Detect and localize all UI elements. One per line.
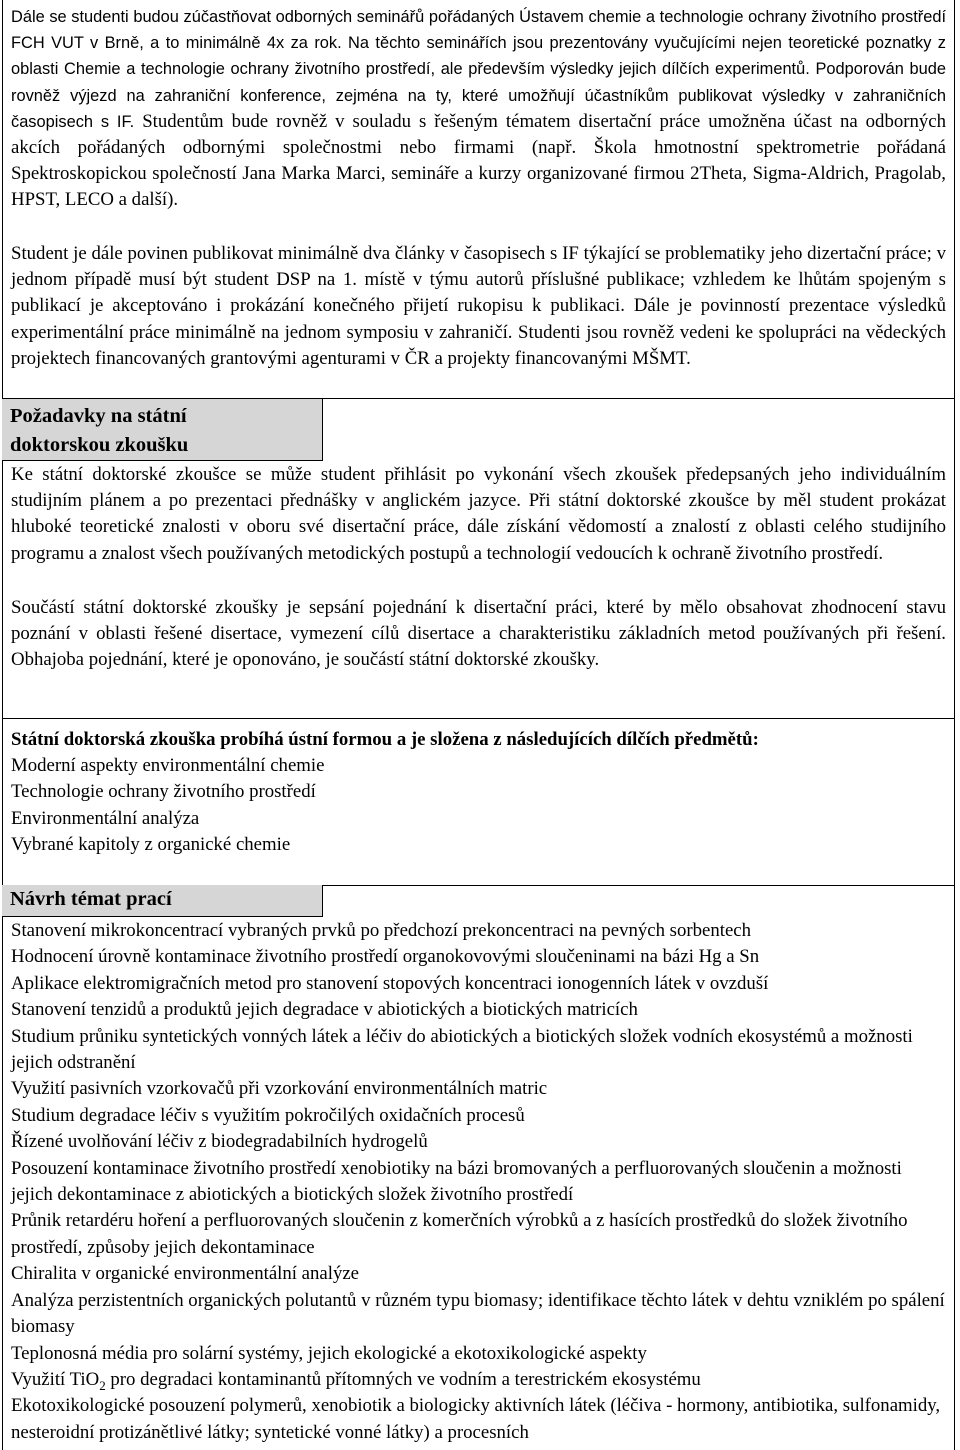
topic-item-tio2: [11, 1367, 948, 1393]
exam-paragraph-2: Součástí státní doktorské zkoušky je sepsání pojednání k disertační práci, které by mělo obsahovat zhodnocení stavu poznání v oblasti řešené disertace, vymezení cílů disertace a charakteristiku základních metod používaných při řešení. Obhajoba pojednání, které je oponováno, je součástí státní doktorské zkoušky.: [11, 597, 946, 671]
exam-heading: [2, 399, 323, 461]
subject-item: Vybrané kapitoly z organické chemie: [11, 834, 291, 856]
exam-subjects-section: [2, 719, 955, 885]
subject-item: Moderní aspekty environmentální chemie: [11, 755, 325, 776]
study-requirements-section: [2, 0, 955, 399]
document-page: [2, 0, 955, 1450]
topic-item: Analýza perzistentních organických polutantů v různém typu biomasy; identifikace těchto látek v dehtu vzniklém po spálení biomasy: [11, 1289, 945, 1338]
topic-item: Ekotoxikologické posouzení polymerů, xenobiotik a biologicky aktivních látek (léčiva - hormony, antibiotika, sulfonamidy, nesteroidní protizánětlivé látky; syntetické vonné látky) a procesních: [11, 1395, 941, 1443]
topic-item: Stanovení mikrokoncentrací vybraných prvků po předchozí prekoncentraci na pevných sorbentech: [11, 920, 752, 941]
topic-item: Chiralita v organické environmentální analýze: [11, 1263, 360, 1285]
exam-paragraph-1: Ke státní doktorské zkoušce se může student přihlásit po vykonání všech zkoušek předepsaných jeho individuálním studijním plánem a po prezentaci přednášky v anglickém jazyce. Při státní doktorské zkoušce by měl student prokázat hluboké teoretické znalosti v oboru své disertační práce, dále získání vědomostí a znalostí z oblasti celého studijního programu a znalost všech používaných metodických postupů a technologií vedoucích k ochraně životního prostředí.: [11, 464, 946, 564]
seminars-paragraph: [11, 4, 946, 214]
topic-item: Řízené uvolňování léčiv z biodegradabilních hydrogelů: [11, 1131, 428, 1153]
topic-item: Aplikace elektromigračních metod pro stanovení stopových koncentraci ionogenních látek v ovzduší: [11, 972, 769, 994]
topic-item: Studium průniku syntetických vonných látek a léčiv do abiotických a biotických složek vodních ekosystémů a možnosti jejich odstranění: [11, 1025, 913, 1074]
topics-list: [11, 918, 948, 1446]
events-text: Studentům bude rovněž v souladu s řešeným tématem disertační práce umožněna účast na odborných akcích pořádaných odbornými společnostmi nebo firmami (např. Škola hmotnostní spektrometrie pořádaná Spektroskopickou společností Jana Marka Marci, semináře a kurzy organizované firmou 2Theta, Sigma-Aldrich, Pragolab, HPST, LECO a další).: [11, 110, 946, 211]
topic-item: Hodnocení úrovně kontaminace životního prostředí organokovovými sloučeninami na bázi Hg a Sn: [11, 946, 760, 968]
subject-item: Environmentální analýza: [11, 807, 200, 829]
tio2-prefix: Využití TiO: [11, 1368, 100, 1390]
publication-paragraph: Student je dále povinen publikovat minimálně dva články v časopisech s IF týkající se problematiky jeho dizertační práce; v jednom případě musí být student DSP na 1. místě v týmu autorů příslušné publikace; vzhledem ke lhůtám spojeným s publikací je akceptováno i prokázání konečného přijetí rukopisu k publikaci. Dále je povinností prezentace výsledků experimentální práce minimálně na jednom symposiu v zahraničí. Studenti jsou rovněž vedeni ke spolupráci na vědeckých projektech financovaných grantovými agenturami v ČR a projekty financovanými MŠMT.: [11, 243, 946, 369]
subjects-heading: Státní doktorská zkouška probíhá ústní formou a je složena z následujících dílčích předmětů:: [11, 729, 759, 750]
seminars-text: Dále se studenti budou zúčastňovat odborných seminářů pořádaných Ústavem chemie a technologie ochrany životního prostředí FCH VUT v Brně, a to minimálně 4x za rok. Na těchto seminářích jsou prezentovány vyučujícími nejen teoretické poznatky z oblasti Chemie a technologie ochrany životního prostředí, ale především výsledky jejich dílčích experimentů. Podporován bude rovněž výjezd na zahraniční konference, zejména na ty, které umožňují účastníkům publikovat výsledky v zahraničních časopisech s IF.: [11, 8, 946, 131]
topics-heading: Návrh témat prací: [2, 885, 323, 917]
exam-heading-line2: doktorskou zkoušku: [10, 434, 189, 456]
subjects-list: [11, 753, 948, 859]
tio2-suffix: pro degradaci kontaminantů přítomných ve vodním a terestrickém ekosystému: [105, 1368, 701, 1390]
topic-item: Průnik retardéru hoření a perfluorovaných sloučenin z komerčních výrobků a z hasících prostředků do složek životního prostředí, způsoby jejich dekontaminace: [11, 1210, 908, 1258]
topic-item: Teplonosná média pro solární systémy, jejich ekologické a ekotoxikologické aspekty: [11, 1342, 647, 1364]
tio2-subscript: 2: [99, 1377, 106, 1393]
topic-item: Studium degradace léčiv s využitím pokročilých oxidačních procesů: [11, 1104, 525, 1126]
exam-heading-line1: Požadavky na státní: [10, 405, 187, 427]
topic-item: Posouzení kontaminace životního prostředí xenobiotiky na bázi bromovaných a perfluorovaných sloučenin a možnosti jejich dekontaminace z abiotických a biotických složek životního prostředí: [11, 1157, 902, 1206]
topics-section: [2, 885, 955, 1450]
topic-item: Stanovení tenzidů a produktů jejich degradace v abiotických a biotických matricích: [11, 999, 638, 1021]
topic-item: Využití pasivních vzorkovačů při vzorkování environmentálních matric: [11, 1078, 548, 1100]
subject-item: Technologie ochrany životního prostředí: [11, 781, 316, 803]
